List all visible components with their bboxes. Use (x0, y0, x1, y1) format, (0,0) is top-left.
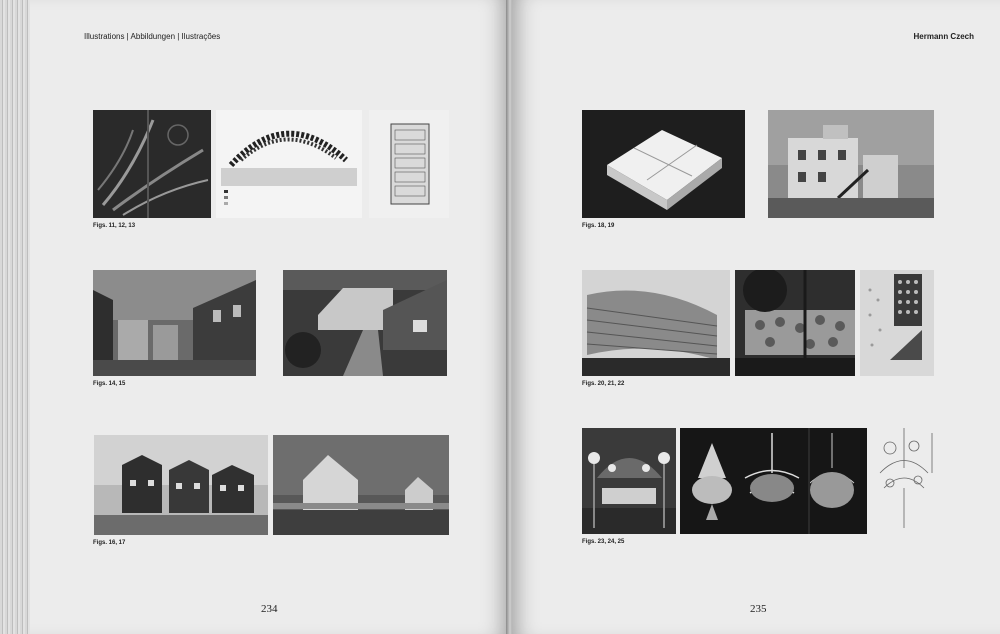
left-page-number: 234 (261, 603, 278, 615)
figure-19-house-with-stairs-photo (768, 110, 934, 218)
figure-18-architectural-model-photo (582, 110, 745, 218)
right-page (512, 0, 1000, 634)
figure-24-chandeliers-photo (680, 428, 867, 534)
page-edges (0, 0, 30, 634)
figure-11-aerial-image (93, 110, 211, 218)
caption-figs-11-12-13: Figs. 11, 12, 13 (93, 223, 136, 229)
figure-13-floor-plan (369, 110, 449, 218)
figure-22-pattern-detail (860, 270, 934, 376)
caption-figs-16-17: Figs. 16, 17 (93, 540, 126, 546)
left-page (30, 0, 508, 634)
figure-23-dining-hall-photo (582, 428, 676, 534)
figure-21-facade-with-trees-photo (735, 270, 855, 376)
figure-16-dark-houses-photo (94, 435, 268, 535)
caption-figs-18-19: Figs. 18, 19 (582, 223, 615, 229)
left-running-header: Illustrations | Abbildungen | Ilustrações (84, 32, 221, 41)
caption-figs-20-21-22: Figs. 20, 21, 22 (582, 381, 625, 387)
right-page-number: 235 (750, 603, 767, 615)
figure-12-site-plan (216, 110, 362, 218)
right-running-header: Hermann Czech (913, 32, 974, 41)
caption-figs-23-24-25: Figs. 23, 24, 25 (582, 539, 625, 545)
caption-figs-14-15: Figs. 14, 15 (93, 381, 126, 387)
figure-14-housing-street-photo (93, 270, 256, 376)
figure-25-chandelier-sketch (870, 428, 938, 534)
figure-20-curved-building-photo (582, 270, 730, 376)
figure-17-white-houses-photo (273, 435, 449, 535)
figure-15-houses-photo (283, 270, 447, 376)
